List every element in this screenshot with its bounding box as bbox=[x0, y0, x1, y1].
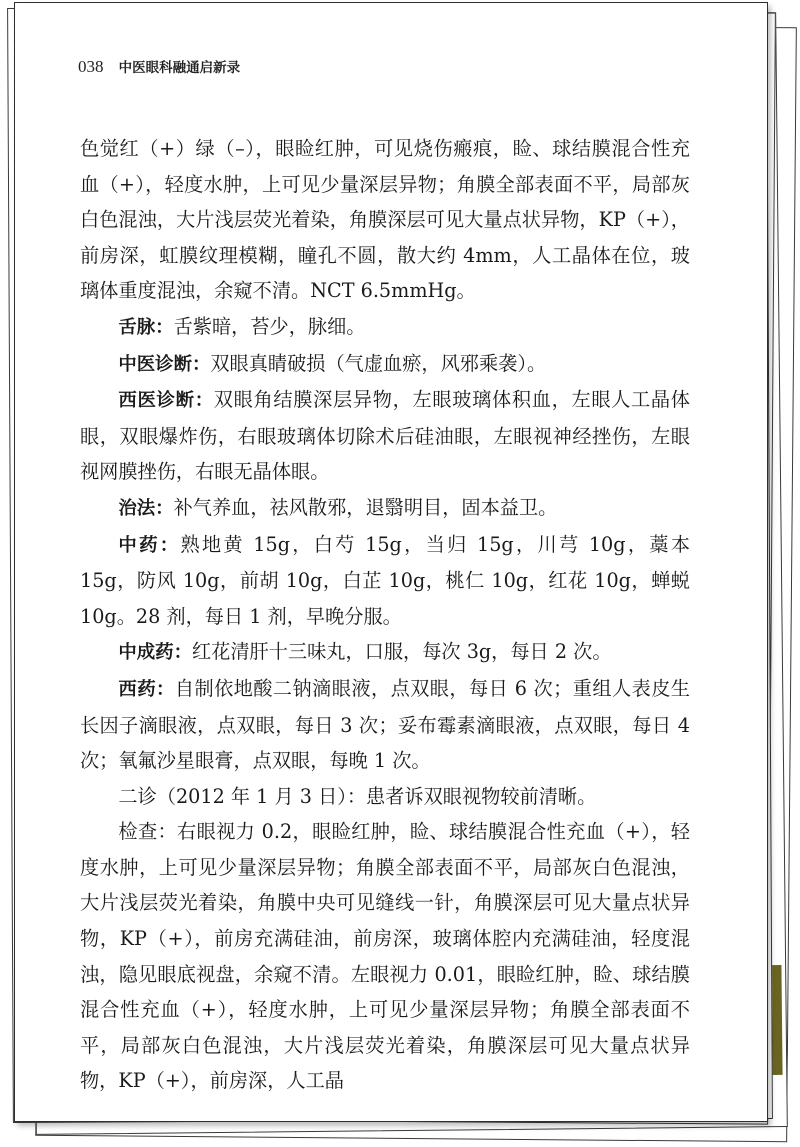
paragraph-herbal-medicine bbox=[80, 527, 690, 635]
paragraph-heading: 中成药： bbox=[118, 642, 192, 664]
paragraph-heading: 中医诊断： bbox=[118, 353, 211, 375]
paragraph-text: 双眼真睛破损（气虚血瘀，风邪乘袭）。 bbox=[210, 351, 547, 375]
book-title: 中医眼科融通启新录 bbox=[118, 60, 241, 76]
paragraph-heading: 西医诊断： bbox=[118, 390, 214, 412]
paragraph-western-diagnosis bbox=[80, 382, 690, 490]
paragraph-text: 双眼角结膜深层异物，左眼玻璃体积血，左眼人工晶体眼，双眼爆炸伤，右眼玻璃体切除术后硅油眼，左眼视神经挫伤，左眼视网膜挫伤，右眼无晶体眼。 bbox=[80, 388, 690, 484]
paragraph-heading: 舌脉： bbox=[118, 316, 174, 338]
paragraph-treatment bbox=[80, 490, 690, 527]
paragraph-tcm-diagnosis bbox=[80, 346, 690, 383]
paragraph-text: 红花清肝十三味丸，口服，每次 3g，每日 2 次。 bbox=[191, 640, 612, 664]
paragraph-western-medicine bbox=[80, 671, 690, 779]
page-number: 038 bbox=[78, 57, 104, 76]
paragraph-text: 检查：右眼视力 0.2，眼睑红肿，睑、球结膜混合性充血（+），轻度水肿，上可见少量深层异物；角膜全部表面不平，局部灰白色混浊，大片浅层荧光着染，角膜中央可见缝线一针，角膜深层可见大量点状异物，KP（+），前房充满硅油，前房深，玻璃体腔内充满硅油，轻度混浊，隐见眼底视盘，余窥不清。左眼视力 0.01，眼睑红肿，睑、球结膜混合性充血（+），轻度水肿，上可见少量深层异物；角膜全部表面不平，局部灰白色混浊，大片浅层荧光着染，角膜深层可见大量点状异物，KP（+），前房深，人工晶 bbox=[80, 820, 690, 1093]
paragraph-heading: 中药： bbox=[118, 534, 181, 556]
paragraph-patent-medicine bbox=[80, 634, 690, 671]
paragraph-text: 自制依地酸二钠滴眼液，点双眼，每日 6 次；重组人表皮生长因子滴眼液，点双眼，每日 3 次；妥布霉素滴眼液，点双眼，每日 4 次；氧氟沙星眼膏，点双眼，每晚 1 次。 bbox=[80, 676, 690, 773]
paragraph-examination bbox=[80, 814, 690, 1099]
paragraph-second-visit bbox=[80, 779, 690, 815]
paragraph-text: 补气养血，祛风散邪，退翳明目，固本益卫。 bbox=[173, 495, 558, 519]
paragraph-tongue-pulse bbox=[80, 309, 690, 346]
page-body bbox=[80, 131, 690, 1099]
paragraph-text: 熟地黄 15g，白芍 15g，当归 15g，川芎 10g，藁本 15g，防风 10g，前胡 10g，白芷 10g，桃仁 10g，红花 10g，蝉蜕 10g。28 剂，每日 1 剂，早晚分服。 bbox=[80, 532, 690, 628]
paragraph-text: 舌紫暗，苔少，脉细。 bbox=[173, 314, 366, 338]
paragraph-heading: 治法： bbox=[118, 497, 174, 519]
paragraph-text: 二诊（2012 年 1 月 3 日）：患者诉双眼视物较前清晰。 bbox=[118, 784, 597, 808]
paragraph-text: 色觉红（+）绿（–），眼睑红肿，可见烧伤瘢痕，睑、球结膜混合性充血（+），轻度水肿，上可见少量深层异物；角膜全部表面不平，局部灰白色混浊，大片浅层荧光着染，角膜深层可见大量点状异物，KP（+），前房深，虹膜纹理模糊，瞳孔不圆，散大约 4mm，人工晶体在位，玻璃体重度混浊，余窥不清。NCT 6.5mmHg。 bbox=[80, 137, 690, 303]
paragraph-heading: 西药： bbox=[118, 678, 175, 700]
running-header bbox=[78, 56, 240, 77]
paragraph-continuation bbox=[80, 131, 690, 309]
